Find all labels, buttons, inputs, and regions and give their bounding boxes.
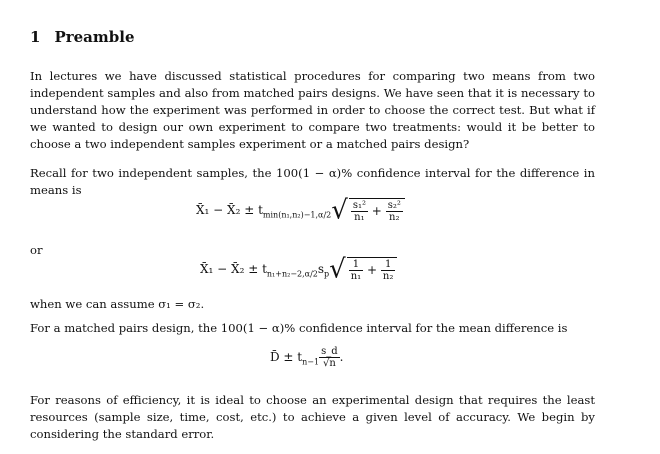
recall-paragraph: Recall for two independent samples, the 100(1 − α)% confidence interval for the difference in means is [30,166,595,197]
efficiency-paragraph: For reasons of efficiency, it is ideal to choose an experimental design that requires the least resources (sample size, time, cost, etc.) to achieve a given level of accuracy. We begin by considering the standard error. [30,393,595,441]
formula-welch-ci: X̄₁ − X̄₂ ± $t_{min(n_1,n_2)-1,\alpha/2}√$ $\frac{\text{s₁²}}{\text{n₁}}$ + $\frac{\text{s₂²}}{\text{n₂}}$ [196,198,405,223]
matched-paragraph: For a matched pairs design, the 100(1 − α)% confidence interval for the mean difference is [30,321,568,335]
or-text: or [30,243,43,257]
section-number: 1 [30,28,41,46]
intro-paragraph: In lectures we have discussed statistical procedures for comparing two means from two independent samples and also from matched pairs designs. We have seen that it is necessary to understand how the experiment was performed in order to choose the correct test. But what if we wanted to design our own experiment to compare two treatments: would it be better to choose a two independent samples experiment or a matched pairs design? [30,69,595,151]
section-heading [30,28,134,46]
formula-pooled-ci: X̄₁ − X̄₂ ± $t_{n_1+n_2-2,\alpha/2}s_p√$ $\frac{1}{\text{n₁}}$ + $\frac{1}{\text{n₂}}$ [200,257,397,282]
formula-matched-ci: D̄ ± $t_{n-1}$ $\frac{s\_d}{√n}$ . [270,346,344,369]
assume-paragraph: when we can assume σ₁ = σ₂. [30,297,205,311]
section-title: Preamble [54,28,135,46]
